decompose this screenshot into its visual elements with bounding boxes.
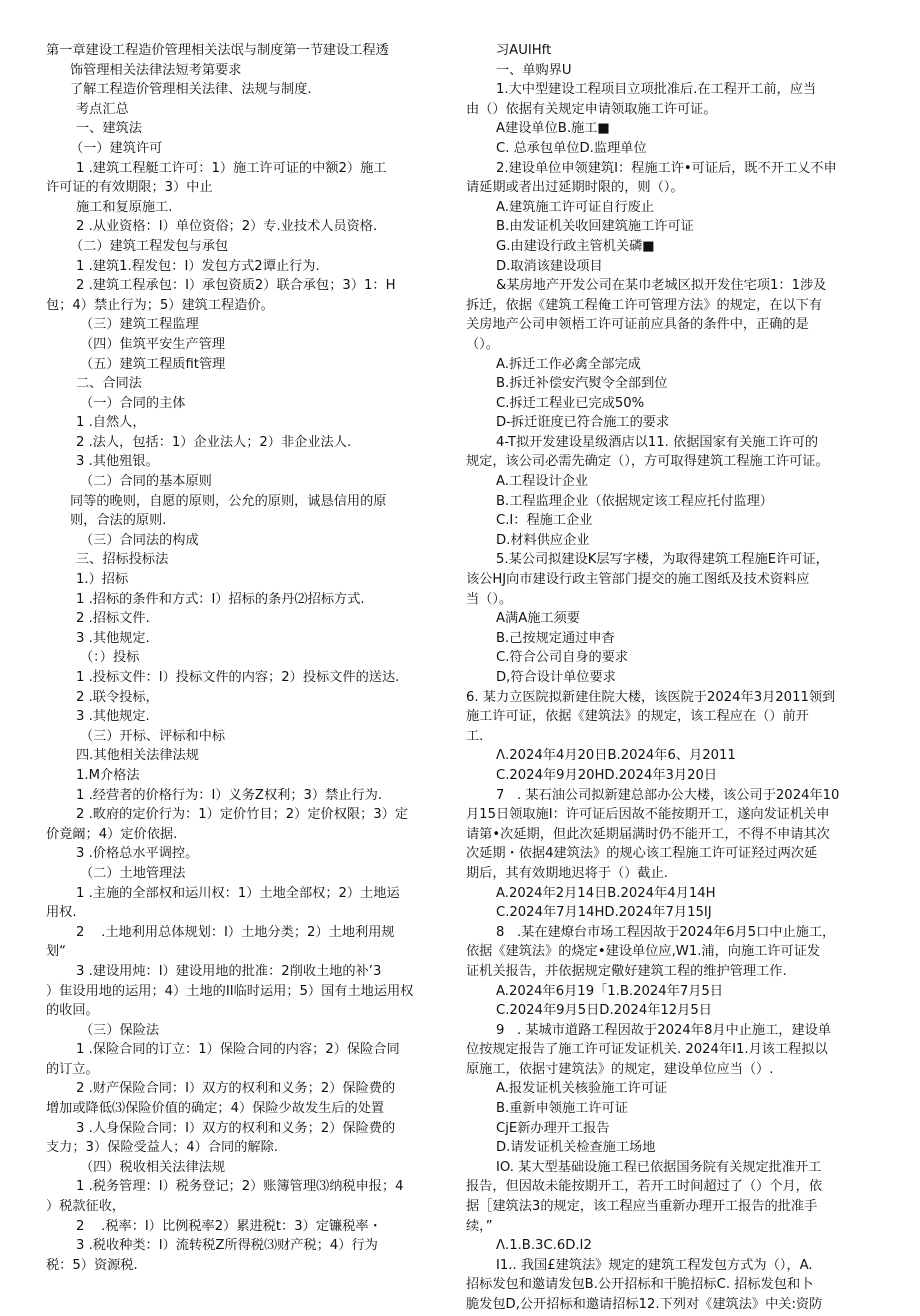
text-line: &某房地产开发公司在某巾老城区拟开发住宅项1：1涉及 <box>496 278 827 294</box>
text-line: 施工和复原施工. <box>76 199 173 215</box>
text-line: 考点汇总 <box>76 101 129 117</box>
text-line: 期后，其有效期地迟将于（）截止. <box>466 865 669 881</box>
text-line: 1 .经营者的价格行为：I）义务Z权利；3）禁止行为. <box>76 787 383 803</box>
text-line: C.符合公司自身的要求 <box>496 650 629 666</box>
text-line: 请第•次延期，但此次延期届满时仍不能开工，不得不申请其次 <box>466 826 830 842</box>
left-column <box>46 42 456 1276</box>
text-line: 位按规定报告了施工许可证发证机关. 2024年I1.月该工程拟以 <box>466 1042 828 1058</box>
text-line: B.拆迁补偿安汽熨令全部到位 <box>496 376 668 392</box>
text-line: IO. 某大型基础设施工程已依据国务院有关规定批准开工 <box>496 1159 822 1175</box>
text-line: （三）开标、评标和中标 <box>80 728 226 744</box>
text-line: 1 .保险合同的订立：1）保险合同的内容；2）保险合同 <box>76 1042 400 1058</box>
text-line: （三）保险法 <box>80 1022 160 1038</box>
text-line: 1 .建筑工程艇工许可：1）施工许可证的中额2）施工 <box>76 160 387 176</box>
text-line: （一）合同的主体 <box>80 395 186 411</box>
text-line: 续，” <box>466 1218 493 1234</box>
text-line: 一、建筑法 <box>76 121 142 137</box>
text-line: 6. 某力立医院拟新建住院大楼，该医院于2024年3月2011领到 <box>466 689 836 705</box>
text-line: ）隹设用地的运用；4）土地的II临时运用；5）国有土地运用权 <box>46 983 414 999</box>
text-line: 月15日领取施I：许可证后因故不能按期开工，遂向发证机关申 <box>466 807 830 823</box>
text-line: 2 .招标文件. <box>76 611 150 627</box>
text-line: 同等的晚则，自愿的原则，公允的原则，诚恳信用的原 <box>70 493 387 509</box>
text-line: D,符合设计单位要求 <box>496 670 616 685</box>
text-line: 当（）。 <box>466 591 513 607</box>
text-line: 了解工程造价管理相关法律、法规与制度. <box>70 82 312 98</box>
text-line: 招标发包和邀请发包B.公开招标和干脆招标C. 招标发包和卜 <box>466 1277 814 1293</box>
text-line: 1.）招标 <box>76 572 129 588</box>
text-line: C.2024年9月20HD.2024年3月20日 <box>496 767 718 783</box>
text-line: 1.大中型建设工程项目立项批准后.在工程开工前，应当 <box>496 82 817 98</box>
text-line: B.重新申领施工许可证 <box>496 1101 628 1117</box>
text-line: 一、单购界U <box>496 62 572 78</box>
text-line: 支力；3）保险受益人；4）合同的解除. <box>46 1140 278 1156</box>
text-line: I1.. 我国£建筑法》规定的建筑工程发包方式为（），A. <box>496 1257 813 1273</box>
text-line: （五）建筑工程质fit管理 <box>80 356 226 372</box>
text-line: 7 . 某石油公司拟新建总部办公大楼，该公司于2024年10 <box>496 787 840 803</box>
text-line: C.拆迁工程业已完成50% <box>496 395 645 411</box>
text-line: 拆迁，依据《建筑工程俺工许可管理方法》的规定，在以下有 <box>466 297 823 313</box>
text-line: 用权. <box>46 905 77 921</box>
text-line: （四）税收相关法律法规 <box>80 1159 226 1175</box>
text-line: 1 .投标文件：I）投标文件的内容；2）投标文件的送达. <box>76 670 400 685</box>
text-line: 8 .某在建燎台市场工程因故于2024年6月5口中止施工， <box>496 924 836 940</box>
text-line: 2 .财产保险合同：I）双方的权利和义务；2）保险费的 <box>76 1081 396 1097</box>
text-line: 据［建筑法3的规定，该工程应当重新办理开工报告的批准手 <box>466 1199 818 1215</box>
text-line: A.工程设计企业 <box>496 474 589 490</box>
text-line: 2 .畋府的定价行为：1）定价竹目；2）定价权限；3）定 <box>76 807 409 823</box>
text-line: 2 .从业资格：I）单位资俗；2）专.业技术人员资格. <box>76 219 378 235</box>
text-line: A.2024年2月14日B.2024年4月14H <box>496 885 716 901</box>
text-line: 2.建设单位申领建筑I：程施工许•可证后，既不开工乂不申 <box>496 160 837 176</box>
text-line: 施工许可证，依据《建筑法》的规定，该工程应在（）前开 <box>466 709 809 725</box>
text-line: A.拆迁工作必禽全部完成 <box>496 356 641 372</box>
text-line: （一）建筑许可 <box>70 140 163 156</box>
text-line: 3 .其他规定. <box>76 630 150 646</box>
text-line: （四）隹筑平安生产管理 <box>80 336 226 352</box>
text-line: 脆发包D,公开招标和邀请招标12.下列对《建筑法》中关:资防 <box>466 1297 823 1312</box>
text-line: A.报发证机关核验施工许可证 <box>496 1081 668 1097</box>
text-line: 请延期或者出过延期时限的，则（）。 <box>466 180 684 196</box>
text-line: 2 .土地利用总体规划：I）土地分类；2）土地利用规 <box>76 924 395 940</box>
text-line: D.请发证机关检查施工场地 <box>496 1140 656 1156</box>
text-line: 工. <box>466 728 484 744</box>
text-line: 的收回。 <box>46 1003 99 1019</box>
text-line: 包；4）禁止行为；5）建筑工程造价。 <box>46 297 274 313</box>
text-line: A建设单位B.施工■ <box>496 121 610 137</box>
text-line: 的订立。 <box>46 1061 99 1077</box>
text-line: B.己按规定通过申杳 <box>496 630 615 646</box>
text-line: 四.其他相关法律法规 <box>76 748 199 764</box>
text-line: 增加或降低⑶保险价值的确定；4）保险少故发生后的处置 <box>46 1101 385 1117</box>
text-line: ）税款征收， <box>46 1199 126 1215</box>
text-line: A.2024年6月19「1.B.2024年7月5日 <box>496 983 724 999</box>
text-line: 原施工，依据寸建筑法》的规定，建设单位应当（）. <box>466 1061 774 1077</box>
text-line: （三）合同法的构成 <box>80 532 199 548</box>
text-line: Λ.2024年4月20日B.2024年6、月2011 <box>496 748 736 764</box>
text-line: D.取消该建设项目 <box>496 258 603 274</box>
text-line: 3 .价格总水平调控。 <box>76 846 199 862</box>
text-line: B.工程监理企业（依据规定该工程应托付监理） <box>496 493 773 509</box>
text-line: 9 . 某城市道路工程因故于2024年8月中止施工，建设单 <box>496 1022 832 1038</box>
text-line: 2 .建筑工程承包：I）承包资质2）联合承包；3）1：H <box>76 278 396 294</box>
text-line: （二）土地管理法 <box>80 865 186 881</box>
text-line: （）。 <box>466 336 499 352</box>
text-line: C.2024年7月14HD.2024年7月15IJ <box>496 905 712 921</box>
text-line: 次延期・依据4建筑法》的规心该工程施工许可证羟过两次延 <box>466 846 818 862</box>
text-line: （：）投标 <box>80 650 140 666</box>
text-line: 3 .税收种类：I）流转税Z所得税⑶财产税；4）行为 <box>76 1238 378 1254</box>
text-line: 饰管理相关法律法短考第要求 <box>70 62 242 78</box>
text-line: 1 .自然人， <box>76 415 146 431</box>
text-line: 二、合同法 <box>76 376 142 392</box>
text-line: 依据《建筑法》的烧定•建设单位应,W1.浦，向施工许可证发 <box>466 944 821 960</box>
text-line: 5.某公司拟建设K层写字楼，为取得建筑工程施E许可证， <box>496 552 829 568</box>
text-line: D-拆迁诳度已符合施工的要求 <box>496 415 670 431</box>
text-line: 由（）依据有关规定申请领取施工许可证。 <box>466 101 717 117</box>
text-line: 2 .税率：I）比例税率2）累进税t：3）定镰税率・ <box>76 1218 382 1234</box>
text-line: 则，合法的原则. <box>70 513 167 529</box>
text-line: 1 .建筑1.程发包：I）发包方式2谭止行为. <box>76 258 320 274</box>
text-line: 3 .人身保险合同：I）双方的权利和义务；2）保险费的 <box>76 1120 396 1136</box>
text-line: 划“ <box>46 944 67 960</box>
text-line: A满A施工须要 <box>496 611 580 627</box>
text-line: B.由发证机关收回建筑施工许可证 <box>496 219 694 235</box>
text-line: 2 .联令投标， <box>76 689 159 705</box>
text-line: 1.M介格法 <box>76 767 140 783</box>
text-line: 3 .其他殂银。 <box>76 454 159 470</box>
text-line: G.由建设行政主管机关磷■ <box>496 238 655 254</box>
text-line: 习AUIHft <box>496 43 552 58</box>
text-line: 该公HJ向市建设行政主管部门提交的施工图纸及技术资料应 <box>466 572 810 588</box>
text-line: （三）建筑工程监理 <box>80 317 199 333</box>
text-line: 关房地产公司申领梧工许可证前应具备的条件中，正确的是 <box>466 317 809 333</box>
right-column <box>466 42 880 1316</box>
text-line: （二）合同的基本原则 <box>80 474 212 490</box>
text-line: 证机关报告，并依据规定儆好建筑工程的维护管理工作. <box>466 963 787 979</box>
text-line: 税：5）资源税. <box>46 1257 138 1273</box>
text-line: 三、招标投标法 <box>76 552 169 568</box>
text-line: 1 .税务管理：I）税务登记；2）账簿管理⑶纳税申报；4 <box>76 1179 404 1195</box>
text-line: 4-T拟开发建设星级酒店以11. 依据国家有关施工许可的 <box>496 434 819 450</box>
text-line: 2 .法人，包括：1）企业法人；2）非企业法人. <box>76 434 352 450</box>
text-line: 1 .主施的全部权和运川权：1）土地全部权；2）土地运 <box>76 885 400 901</box>
text-line: 3 .其他规定. <box>76 709 150 725</box>
text-line: （二）建筑工程发包与承包 <box>70 238 229 254</box>
text-line: 1 .招标的条件和方式：I）招标的条丹⑵招标方式. <box>76 591 365 607</box>
text-line: 第一章建设工程造价管理相关法氓与制度第一节建设工程透 <box>46 43 389 58</box>
text-line: 报告，但因故未能按期开工，若开工时间超过了（）个月，依 <box>466 1179 823 1195</box>
text-line: CjE新办理开工报告 <box>496 1120 610 1136</box>
text-line: C.I：程施工企业 <box>496 513 593 529</box>
text-line: A.建筑施工许可证自行废止 <box>496 199 655 215</box>
text-line: 许可证的有效期限；3）中止 <box>46 180 213 196</box>
text-line: D.材料供应企业 <box>496 532 590 548</box>
text-line: 规定，该公司必需先确定（），方可取得建筑工程施工许可证。 <box>466 454 829 470</box>
text-line: C.2024年9月5日D.2024年12月5日 <box>496 1003 712 1019</box>
text-line: Λ.1.B.3C.6D.I2 <box>496 1238 592 1254</box>
text-line: 价竟阚；4）定价依据. <box>46 826 178 842</box>
text-line: C. 总承包单位D.监理单位 <box>496 140 647 156</box>
text-line: 3 .建设用炖：I）建设用地的批准：2削收土地的补’3 <box>76 963 382 979</box>
